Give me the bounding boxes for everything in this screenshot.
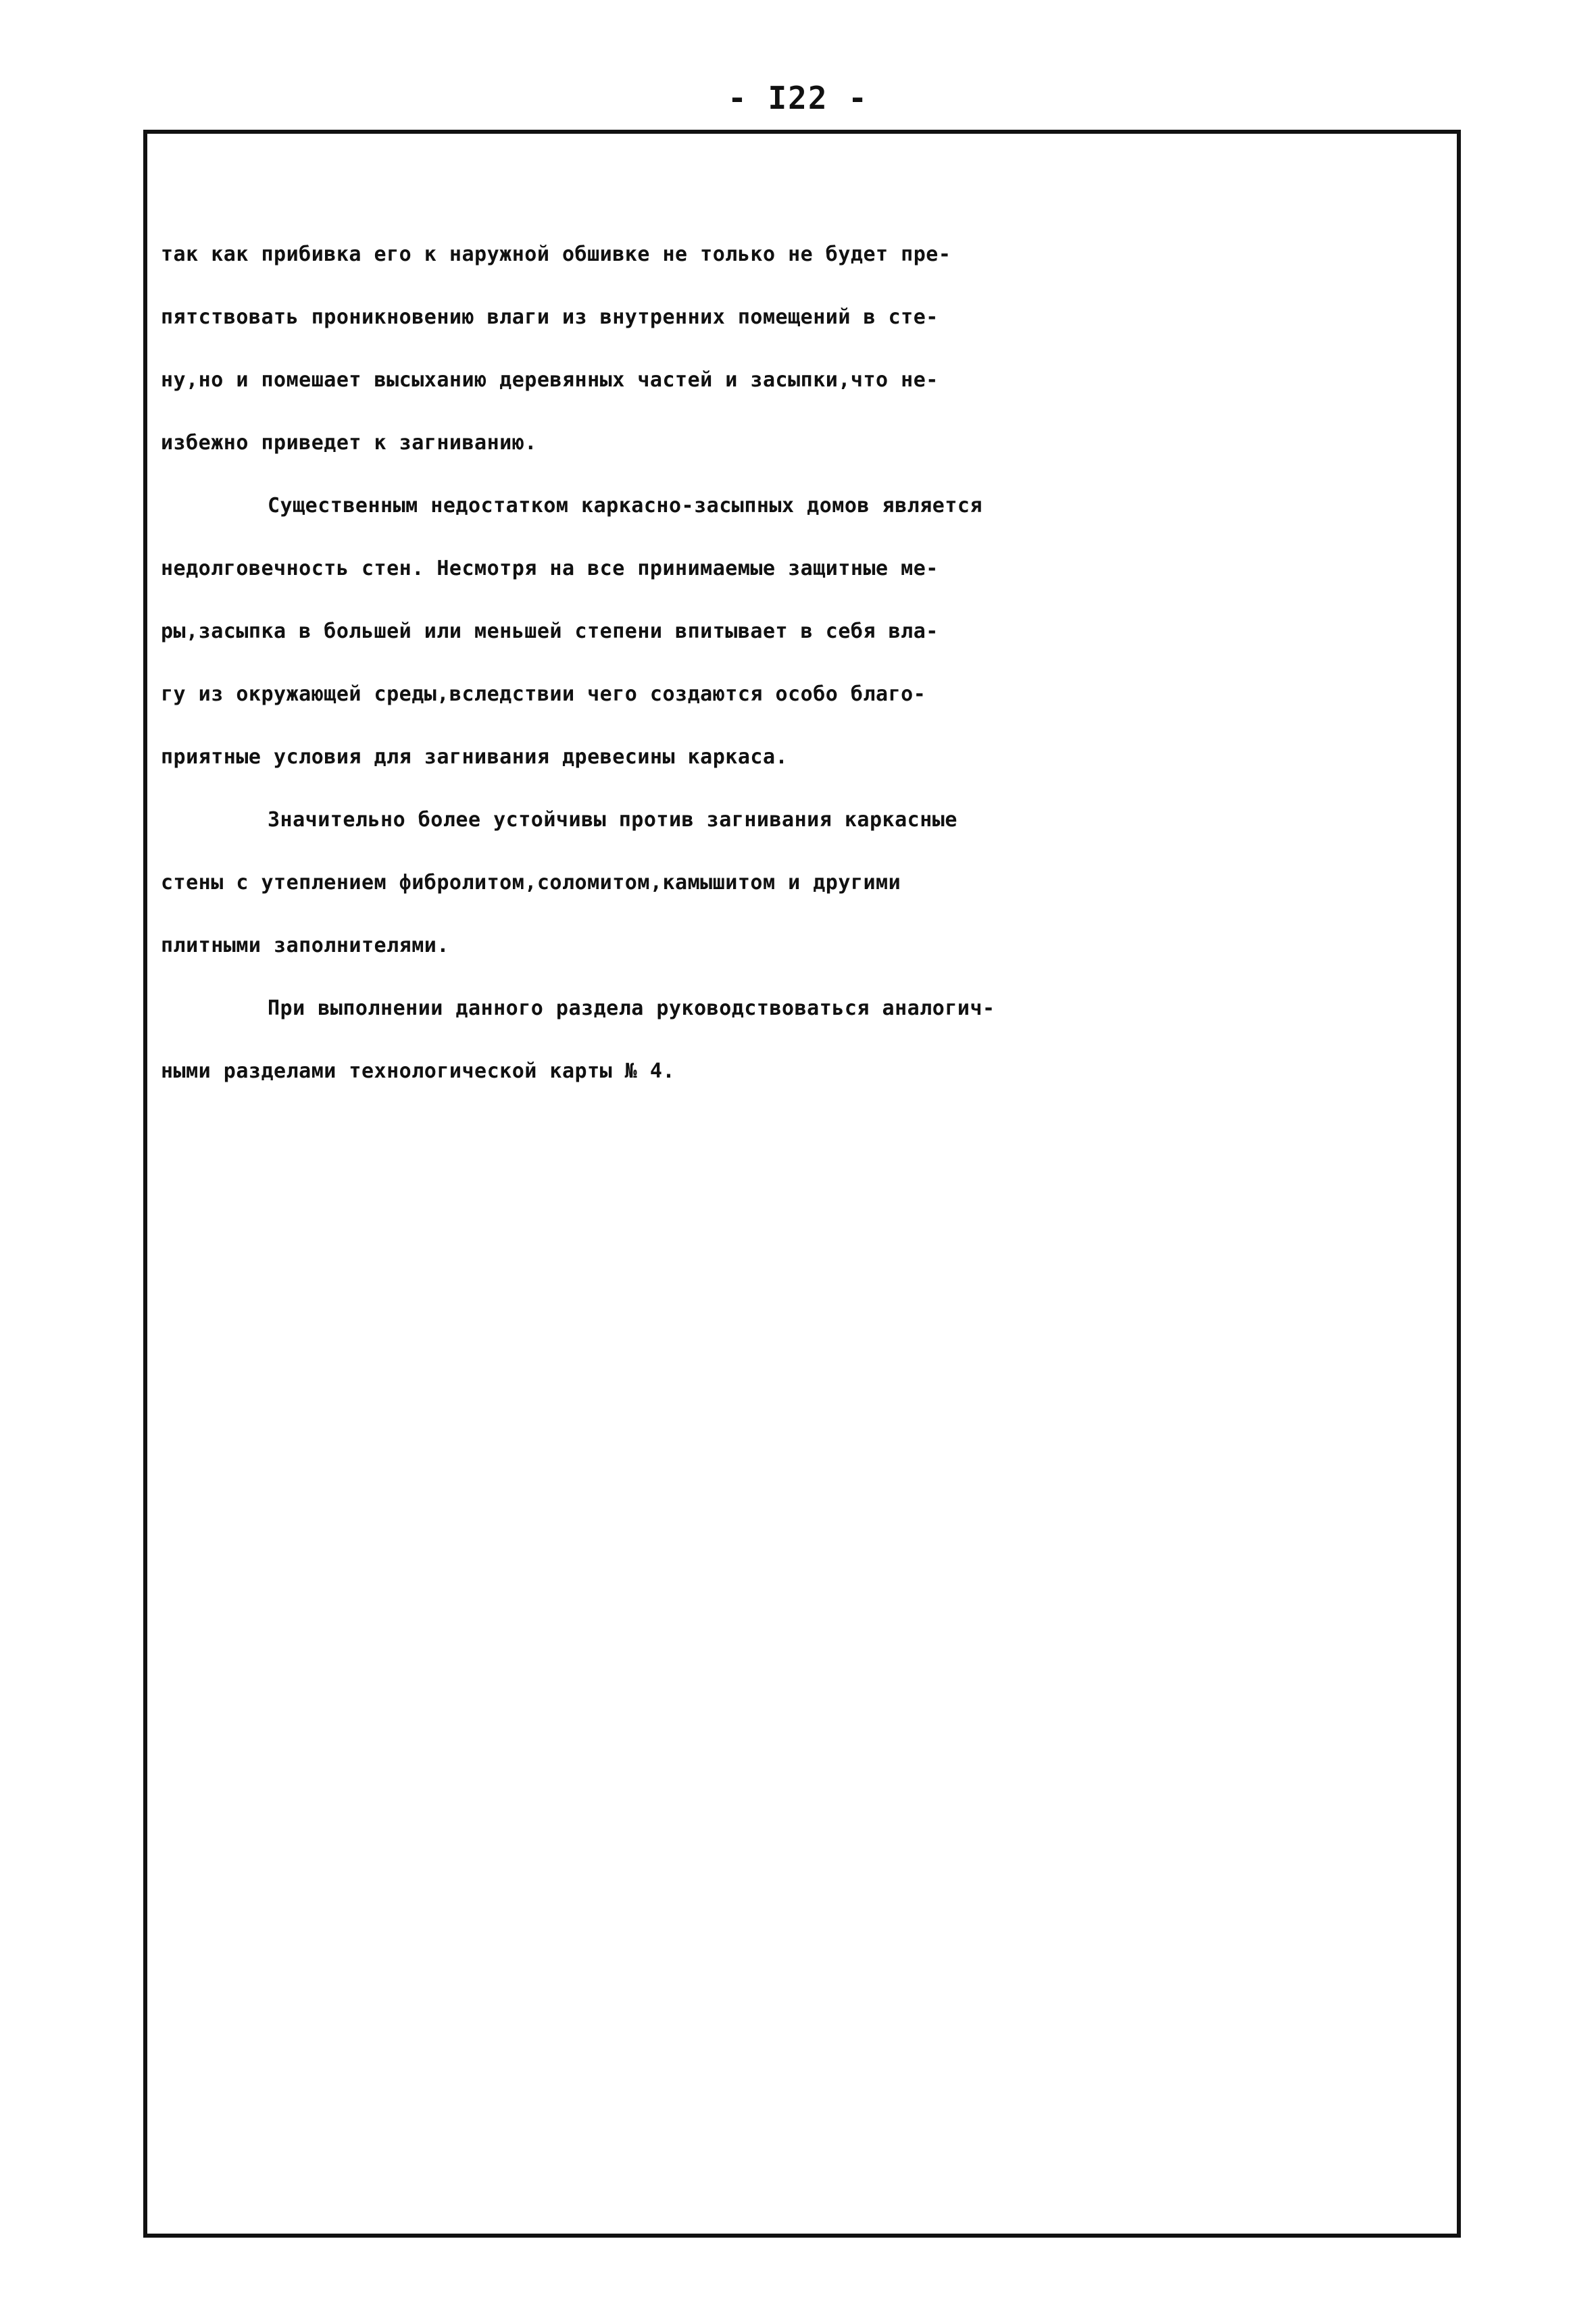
text-line: пятствовать проникновению влаги из внутренних помещений в сте-	[161, 305, 939, 329]
text-line: приятные условия для загнивания древесины каркаса.	[161, 745, 789, 769]
text-line: стены с утеплением фибролитом,соломитом,камышитом и другими	[161, 871, 901, 895]
page-number: - I22 -	[728, 80, 868, 116]
text-line: ну,но и помешает высыханию деревянных частей и засыпки,что не-	[161, 368, 939, 392]
text-line: плитными заполнителями.	[161, 934, 449, 957]
text-line: гу из окружающей среды,вследствии чего создаются особо благо-	[161, 682, 926, 706]
body-text	[161, 223, 1451, 1103]
paragraph-start-line: Существенным недостатком каркасно-засыпных домов является	[268, 494, 983, 518]
paragraph-start-line: Значительно более устойчивы против загнивания каркасные	[268, 808, 957, 832]
paragraph-start-line: При выполнении данного раздела руководствоваться аналогич-	[268, 997, 995, 1020]
text-line: недолговечность стен. Несмотря на все принимаемые защитные ме-	[161, 557, 939, 580]
text-line: ными разделами технологической карты № 4.	[161, 1059, 676, 1083]
text-line: ры,засыпка в большей или меньшей степени впитывает в себя вла-	[161, 620, 939, 643]
text-line: избежно приведет к загниванию.	[161, 431, 537, 455]
text-line: так как прибивка его к наружной обшивке не только не будет пре-	[161, 243, 951, 266]
